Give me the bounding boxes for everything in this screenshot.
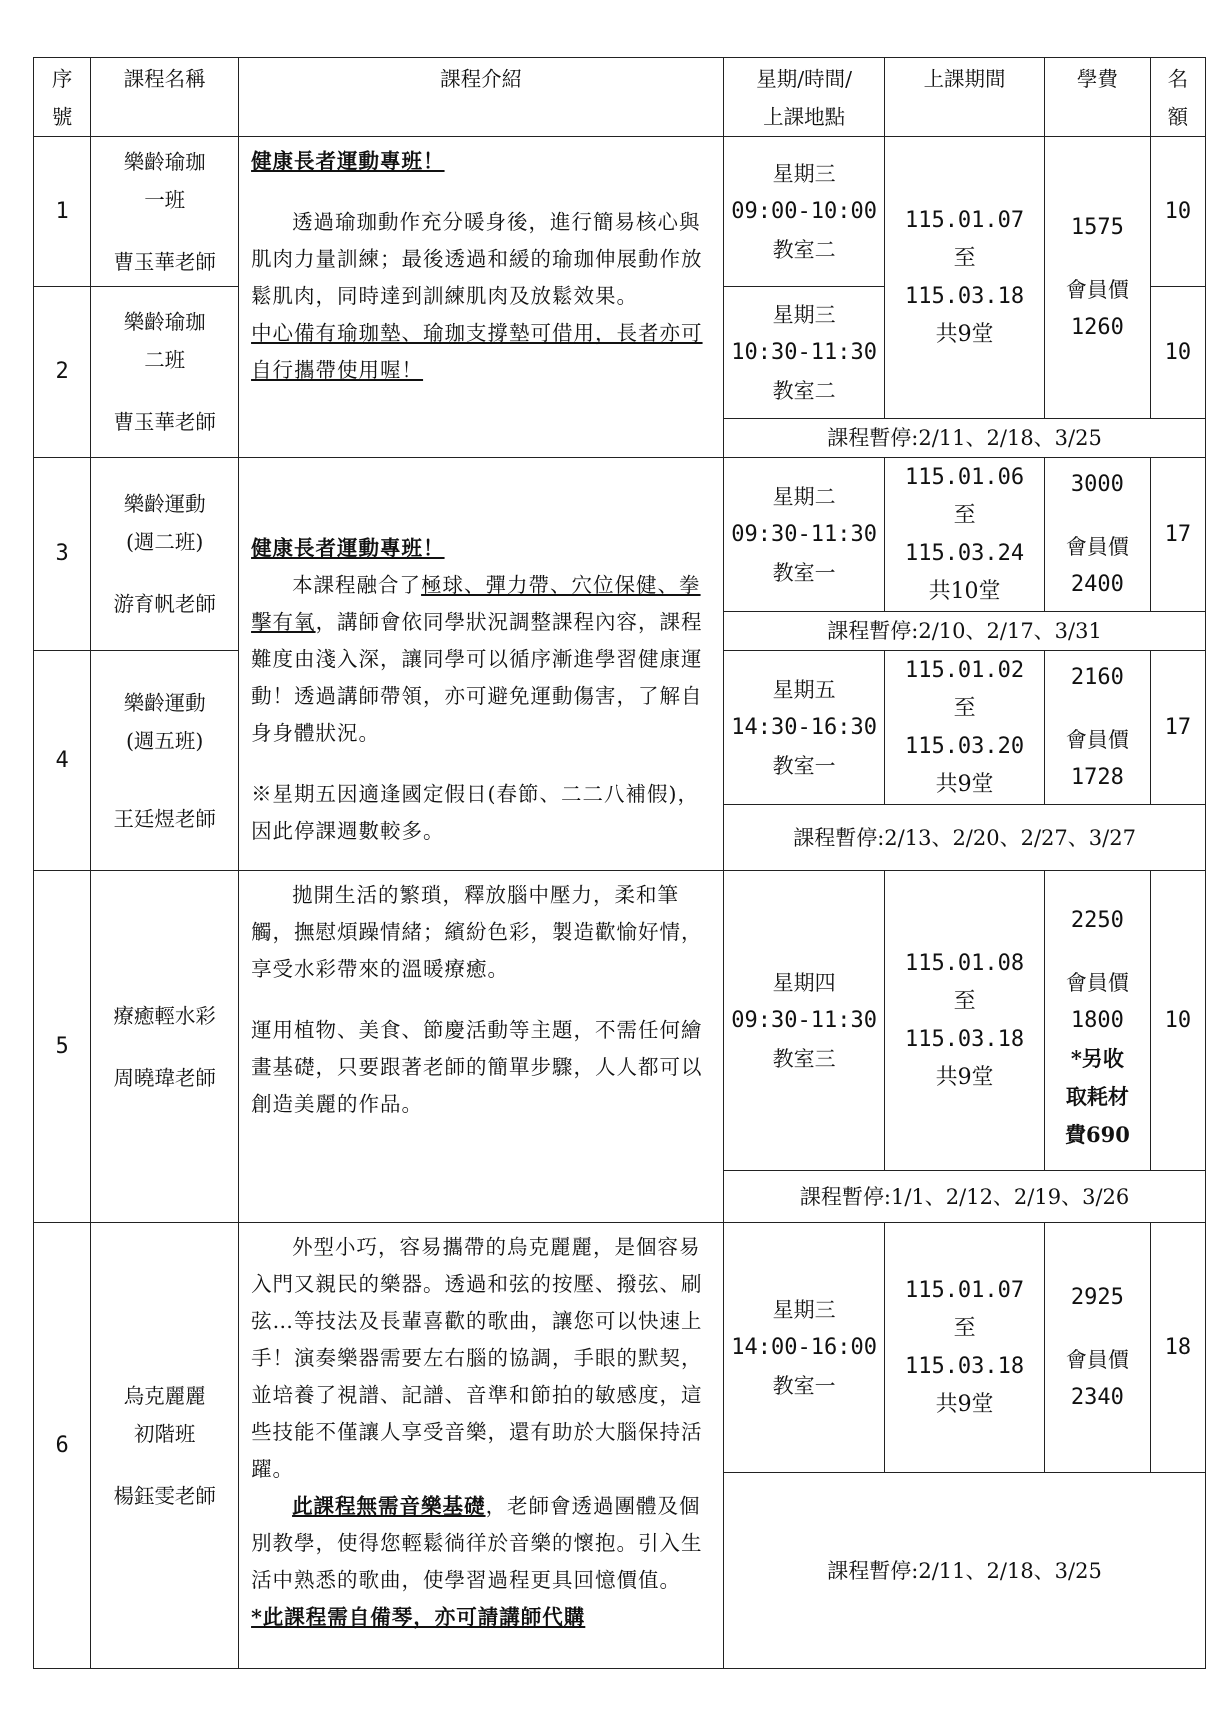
intro-body-2: 此課程無需音樂基礎，老師會透過團體及個別教學，使得您輕鬆徜徉於音樂的懷抱。引入生活中熟悉的歌曲，使學習過程更具回憶價值。 <box>251 1494 703 1592</box>
pause-note: 課程暫停:2/11、2/18、3/25 <box>724 419 1206 458</box>
intro-title: 健康長者運動專班！ <box>251 536 445 560</box>
teacher-name: 楊鈺雯老師 <box>113 1483 216 1508</box>
teacher-name: 曹玉華老師 <box>113 410 216 434</box>
seq-cell: 1 <box>34 137 91 287</box>
course-intro-ukulele <box>239 1223 724 1669</box>
intro-body: 外型小巧，容易攜帶的烏克麗麗，是個容易入門又親民的樂器。透過和弦的按壓、撥弦、刷弦…等技法及長輩喜歡的歌曲，讓您可以快速上手！演奏樂器需要左右腦的協調，手眼的默契，並培養了視譜、記譜、音準和節拍的敏感度，這些技能不僅讓人享受音樂，還有助於大腦保持活躍。 <box>251 1235 703 1481</box>
period-cell: 115.01.07 至 115.03.18 共9堂 <box>885 1223 1045 1473</box>
intro-body-2: 運用植物、美食、節慶活動等主題，不需任何繪畫基礎，只要跟著老師的簡單步驟，人人都可以創造美麗的作品。 <box>251 1018 703 1116</box>
pause-note: 課程暫停:2/11、2/18、3/25 <box>724 1473 1206 1669</box>
header-row <box>34 58 1206 137</box>
header-period: 上課期間 <box>885 58 1045 137</box>
table-row <box>34 137 1206 287</box>
table-row <box>34 1223 1206 1473</box>
period-cell: 115.01.02 至 115.03.20 共9堂 <box>885 651 1045 805</box>
schedule-cell: 星期四 09:30-11:30 教室三 <box>724 871 885 1171</box>
pause-note: 課程暫停:1/1、2/12、2/19、3/26 <box>724 1171 1206 1223</box>
header-schedule: 星期/時間/ 上課地點 <box>724 58 885 137</box>
seq-cell: 4 <box>34 651 91 871</box>
fee-cell: 2160 會員價 1728 <box>1045 651 1151 805</box>
fee-cell: 2250 會員價 1800 *另收 取耗材 費690 <box>1045 871 1151 1171</box>
course-table <box>33 57 1206 1669</box>
table-row <box>34 871 1206 1171</box>
course-name-cell: 樂齡瑜珈 二班 曹玉華老師 <box>91 287 239 458</box>
intro-body: 本課程融合了極球、彈力帶、穴位保健、拳擊有氧，講師會依同學狀況調整課程內容，課程難度由淺入深，讓同學可以循序漸進學習健康運動！透過講師帶領，亦可避免運動傷害，了解自身身體狀況。 <box>251 573 703 745</box>
intro-note: *此課程需自備琴，亦可請講師代購 <box>251 1605 586 1629</box>
teacher-name: 周曉瑋老師 <box>113 1065 216 1090</box>
schedule-cell: 星期三 14:00-16:00 教室一 <box>724 1223 885 1473</box>
quota-cell: 10 <box>1150 137 1205 287</box>
schedule-cell: 星期五 14:30-16:30 教室一 <box>724 651 885 805</box>
header-fee: 學費 <box>1045 58 1151 137</box>
seq-cell: 5 <box>34 871 91 1223</box>
course-intro-painting <box>239 871 724 1223</box>
teacher-name: 游育帆老師 <box>113 592 216 616</box>
course-intro-yoga <box>239 137 724 458</box>
teacher-name: 王廷煜老師 <box>113 806 216 831</box>
quota-cell: 17 <box>1150 651 1205 805</box>
schedule-cell: 星期三 10:30-11:30 教室二 <box>724 287 885 419</box>
intro-body: 透過瑜珈動作充分暖身後，進行簡易核心與肌肉力量訓練；最後透過和緩的瑜珈伸展動作放鬆肌肉，同時達到訓練肌肉及放鬆效果。 <box>251 210 703 308</box>
course-name-cell: 樂齡運動 (週五班) 王廷煜老師 <box>91 651 239 871</box>
intro-note: ※星期五因適逢國定假日(春節、二二八補假)，因此停課週數較多。 <box>251 782 700 843</box>
course-intro-sport <box>239 458 724 871</box>
teacher-name: 曹玉華老師 <box>113 249 216 274</box>
seq-cell: 3 <box>34 458 91 651</box>
pause-note: 課程暫停:2/10、2/17、3/31 <box>724 612 1206 651</box>
quota-cell: 10 <box>1150 287 1205 419</box>
header-name: 課程名稱 <box>91 58 239 137</box>
header-seq: 序號 <box>34 58 91 137</box>
fee-cell: 2925 會員價 2340 <box>1045 1223 1151 1473</box>
seq-cell: 6 <box>34 1223 91 1669</box>
quota-cell: 10 <box>1150 871 1205 1171</box>
schedule-cell: 星期二 09:30-11:30 教室一 <box>724 458 885 612</box>
period-cell: 115.01.06 至 115.03.24 共10堂 <box>885 458 1045 612</box>
intro-note: 中心備有瑜珈墊、瑜珈支撐墊可借用，長者亦可自行攜帶使用喔！ <box>251 321 703 382</box>
course-name-cell: 樂齡瑜珈 一班 曹玉華老師 <box>91 137 239 287</box>
pause-note: 課程暫停:2/13、2/20、2/27、3/27 <box>724 805 1206 871</box>
fee-cell: 1575 會員價 1260 <box>1045 137 1151 419</box>
seq-cell: 2 <box>34 287 91 458</box>
course-name-cell: 療癒輕水彩 周曉瑋老師 <box>91 871 239 1223</box>
header-intro: 課程介紹 <box>239 58 724 137</box>
intro-title: 健康長者運動專班！ <box>251 149 445 173</box>
intro-body: 拋開生活的繁瑣，釋放腦中壓力，柔和筆觸，撫慰煩躁情緒；繽紛色彩，製造歡愉好情，享受水彩帶來的溫暖療癒。 <box>251 883 703 981</box>
quota-cell: 17 <box>1150 458 1205 612</box>
period-cell: 115.01.08 至 115.03.18 共9堂 <box>885 871 1045 1171</box>
table-row <box>34 458 1206 612</box>
header-quota: 名額 <box>1150 58 1205 137</box>
fee-cell: 3000 會員價 2400 <box>1045 458 1151 612</box>
quota-cell: 18 <box>1150 1223 1205 1473</box>
period-cell: 115.01.07 至 115.03.18 共9堂 <box>885 137 1045 419</box>
course-name-cell: 烏克麗麗 初階班 楊鈺雯老師 <box>91 1223 239 1669</box>
schedule-cell: 星期三 09:00-10:00 教室二 <box>724 137 885 287</box>
course-name-cell: 樂齡運動 (週二班) 游育帆老師 <box>91 458 239 651</box>
